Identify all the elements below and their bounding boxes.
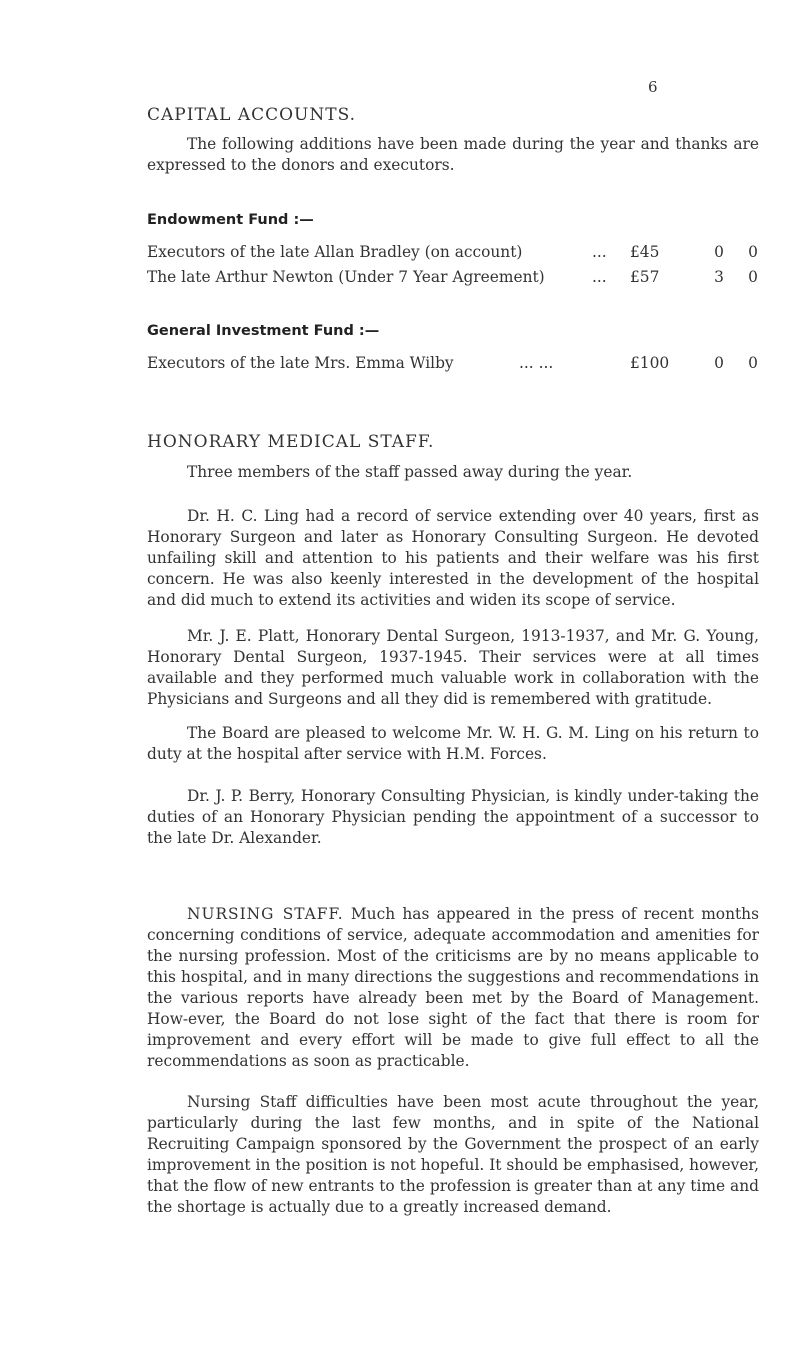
entry-pence: 0 (748, 354, 758, 372)
medical-staff-paragraph: Dr. H. C. Ling had a record of service extending over 40 years, first as Honorary Surgeon and later as Honorary Consulting Surgeon. He devoted unfailing skill and attention to his patients and their welfare was his first concern. He was also keenly interested in the development of the hospital and did much to extend its activities and widen its scope of service. (147, 507, 759, 609)
entry-label: Executors of the late Mrs. Emma Wilby (147, 354, 454, 372)
medical-staff-paragraph: Three members of the staff passed away during the year. (187, 463, 633, 481)
entry-label: Executors of the late Allan Bradley (on account) (147, 243, 523, 261)
entry-pounds: £100 (630, 354, 670, 372)
nursing-staff-section (147, 904, 759, 1072)
general-investment-fund-heading: General Investment Fund :— (147, 323, 380, 339)
entry-pence: 0 (748, 268, 758, 286)
entry-pence: 0 (748, 243, 758, 261)
general-investment-entry (147, 354, 767, 376)
entry-shillings: 0 (714, 243, 724, 261)
endowment-fund-heading: Endowment Fund :— (147, 212, 314, 228)
nursing-staff-heading: NURSING STAFF. (187, 905, 344, 923)
medical-staff-heading: HONORARY MEDICAL STAFF. (147, 432, 435, 452)
entry-shillings: 0 (714, 354, 724, 372)
entry-leader-dots: ... ... (519, 354, 554, 372)
capital-accounts-heading: CAPITAL ACCOUNTS. (147, 105, 357, 125)
entry-shillings: 3 (714, 268, 724, 286)
capital-accounts-intro: The following additions have been made during the year and thanks are expressed to the donors and executors. (147, 135, 759, 174)
endowment-entry (147, 268, 767, 290)
entry-leader-dots: ... (592, 268, 607, 286)
medical-staff-paragraph: Dr. J. P. Berry, Honorary Consulting Physician, is kindly under-taking the duties of an Honorary Physician pending the appointment of a successor to the late Dr. Alexander. (147, 787, 759, 847)
entry-pounds: £45 (630, 243, 660, 261)
entry-label: The late Arthur Newton (Under 7 Year Agreement) (147, 268, 545, 286)
medical-staff-paragraph: The Board are pleased to welcome Mr. W. H. G. M. Ling on his return to duty at the hospital after service with H.M. Forces. (147, 724, 759, 763)
endowment-entry (147, 243, 767, 265)
entry-leader-dots: ... (592, 243, 607, 261)
page-number: 6 (648, 78, 658, 96)
nursing-staff-paragraph: Nursing Staff difficulties have been most acute throughout the year, particularly during the last few months, and in spite of the National Recruiting Campaign sponsored by the Government the prospect of an early improvement in the position is not hopeful. It should be emphasised, however, that the flow of new entrants to the profession is greater than at any time and the shortage is actually due to a greatly increased demand. (147, 1093, 759, 1216)
entry-pounds: £57 (630, 268, 660, 286)
medical-staff-paragraph: Mr. J. E. Platt, Honorary Dental Surgeon, 1913-1937, and Mr. G. Young, Honorary Dental Surgeon, 1937-1945. Their services were at all times available and they performed much valuable work in collaboration with the Physicians and Surgeons and all they did is remembered with gratitude. (147, 627, 759, 708)
nursing-staff-paragraph: Much has appeared in the press of recent months concerning conditions of service, adequate accommodation and amenities for the nursing profession. Most of the criticisms are by no means applicable to this hospital, and in many directions the suggestions and recommendations in the various reports have already been met by the Board of Management. How-ever, the Board do not lose sight of the fact that there is room for improvement and every effort will be made to give full effect to all the recommendations as soon as practicable. (147, 905, 759, 1070)
